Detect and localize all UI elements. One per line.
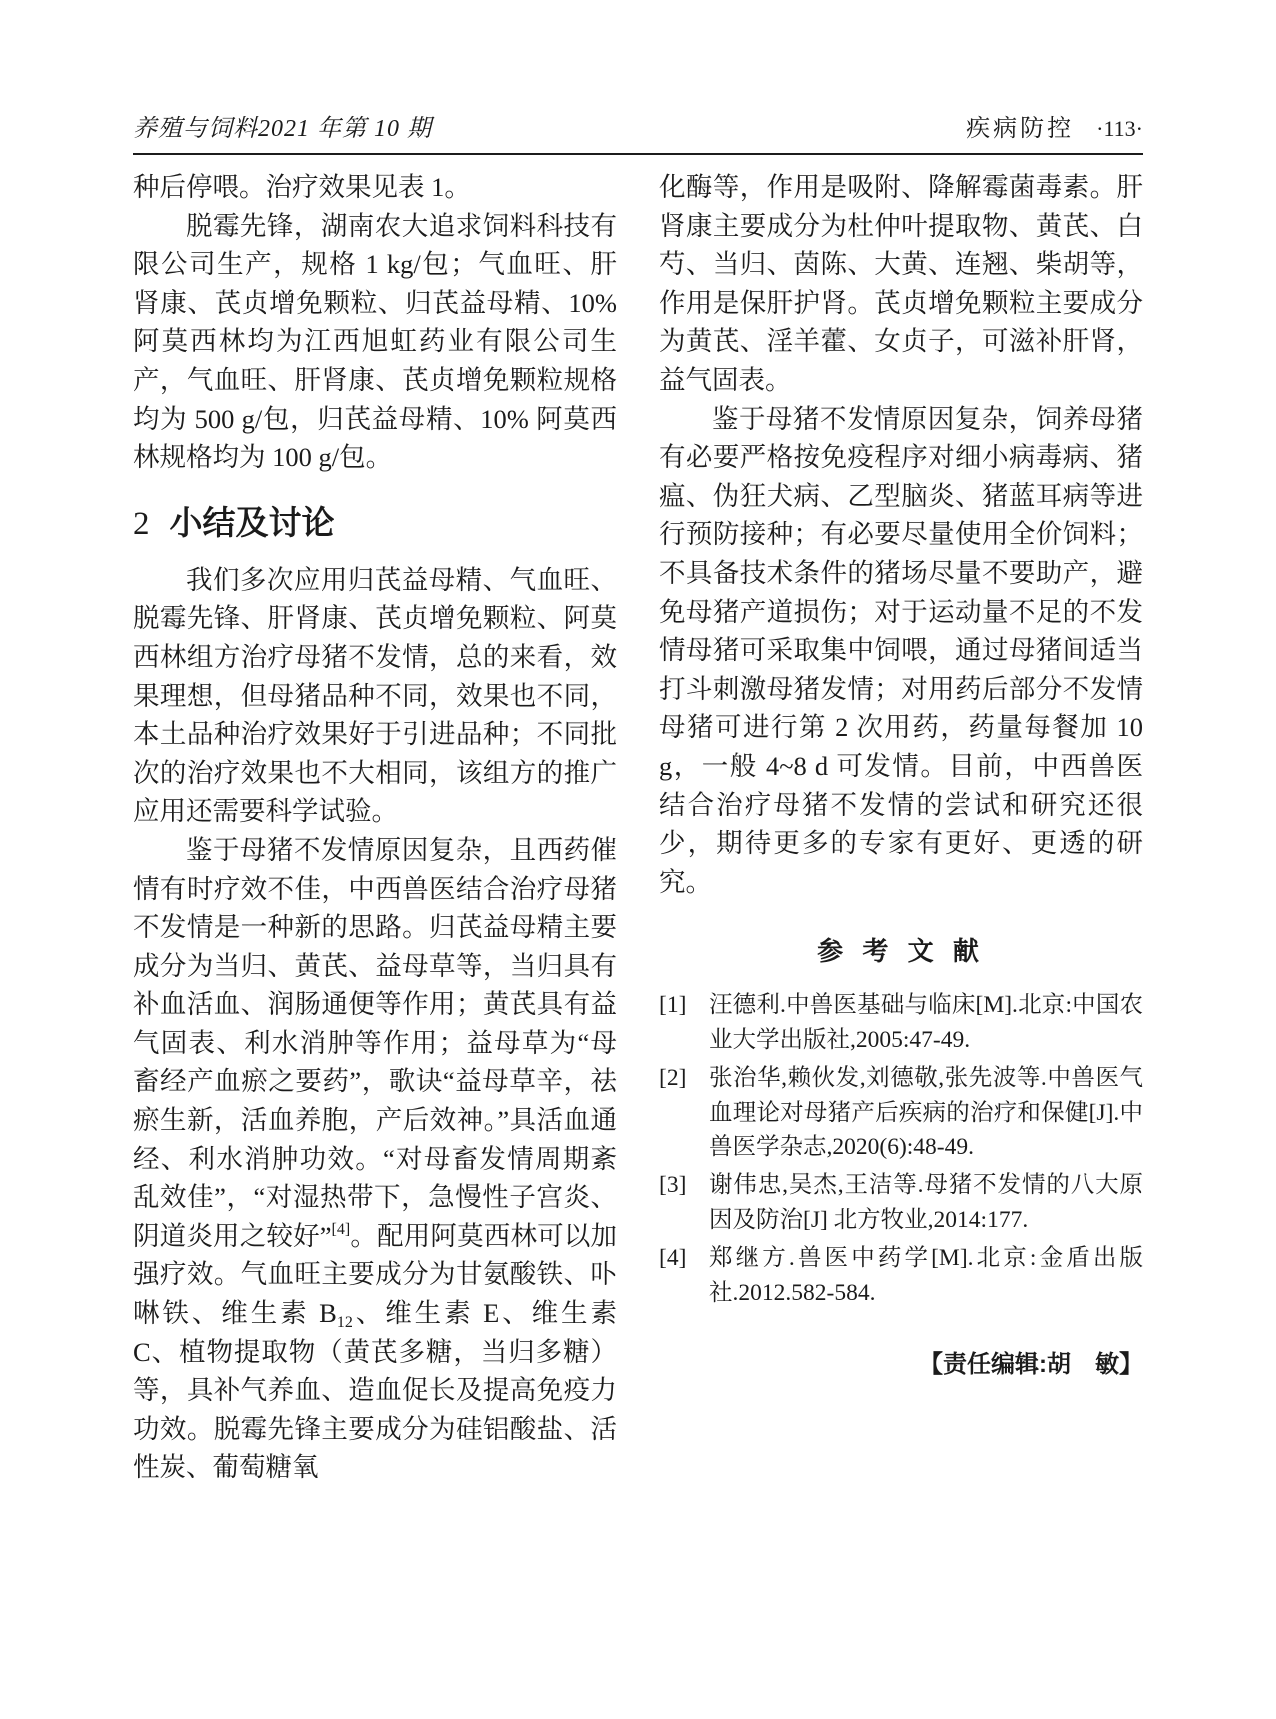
right-column bbox=[659, 168, 1143, 1487]
section-heading-number: 2 bbox=[133, 505, 150, 542]
two-column-body bbox=[133, 168, 1143, 1487]
reference-item bbox=[659, 1061, 1143, 1165]
mechanism-text-b: 。配用阿莫西林可以加强疗效。气血旺主要成分为甘氨酸铁、卟啉铁、维生素 B bbox=[133, 1220, 617, 1329]
reference-label: [3] bbox=[659, 1172, 687, 1199]
editor-note: 【责任编辑:胡 敏】 bbox=[919, 1351, 1143, 1379]
paragraph-treatment-result: 种后停喂。治疗效果见表 1。 bbox=[133, 172, 471, 202]
paragraph-husbandry-advice: 鉴于母猪不发情原因复杂，饲养母猪有必要严格按免疫程序对细小病毒病、猪瘟、伪狂犬病、乙型脑炎、猪蓝耳病等进行预防接种；有必要尽量使用全价饲料；不具备技术条件的猪场尽量不要助产，避免母猪产道损伤；对于运动量不足的不发情母猪可采取集中饲喂，通过母猪间适当打斗刺激母猪发情；对用药后部分不发情母猪可进行第 2 次用药，药量每餐加 10 g，一般 4~8 d 可发情。目前，中西兽医结合治疗母猪不发情的尝试和研究还很少，期待更多的专家有更好、更透的研究。 bbox=[659, 403, 1143, 897]
reference-label: [1] bbox=[659, 992, 687, 1019]
paragraph-mechanism-continued: 化酶等，作用是吸附、降解霉菌毒素。肝肾康主要成分为杜仲叶提取物、黄芪、白芍、当归、茵陈、大黄、连翘、柴胡等，作用是保肝护肾。芪贞增免颗粒主要成分为黄芪、淫羊藿、女贞子，可滋补肝肾，益气固表。 bbox=[659, 172, 1143, 395]
reference-text: 郑继方.兽医中药学[M].北京:金盾出版社.2012.582-584. bbox=[709, 1244, 1143, 1306]
reference-label: [2] bbox=[659, 1064, 687, 1091]
mechanism-text-c: 、维生素 E、维生素 C、植物提取物（黄芪多糖，当归多糖）等，具补气养血、造血促长及提高免疫力功效。脱霉先锋主要成分为硅铝酸盐、活性炭、葡萄糖氧 bbox=[133, 1298, 617, 1483]
journal-issue-label: 养殖与饲料2021 年第 10 期 bbox=[133, 116, 432, 142]
section-heading-text: 小结及讨论 bbox=[169, 503, 335, 541]
page-header bbox=[133, 108, 1143, 143]
reference-item bbox=[659, 988, 1143, 1058]
references-heading: 参 考 文 献 bbox=[817, 936, 985, 967]
reference-text: 张治华,赖伙发,刘德敬,张先波等.中兽医气血理论对母猪产后疾病的治疗和保健[J].中兽医学杂志,2020(6):48-49. bbox=[709, 1064, 1143, 1161]
reference-text: 汪德利.中兽医基础与临床[M].北京:中国农业大学出版社,2005:47-49. bbox=[709, 992, 1143, 1054]
reference-item bbox=[659, 1168, 1143, 1238]
header-divider-rule bbox=[133, 153, 1143, 155]
paragraph-mechanism bbox=[133, 831, 617, 1487]
paragraph-product-specs: 脱霉先锋，湖南农大追求饲料科技有限公司生产，规格 1 kg/包；气血旺、肝肾康、芪贞增免颗粒、归芪益母精、10% 阿莫西林均为江西旭虹药业有限公司生产，气血旺、肝肾康、芪贞增免颗粒规格均为 500 g/包，归芪益母精、10% 阿莫西林规格均为 100 g/包。 bbox=[133, 210, 617, 473]
section-column-label: 疾病防控 bbox=[966, 116, 1075, 142]
reference-text: 谢伟忠,吴杰,王洁等.母猪不发情的八大原因及防治[J] 北方牧业,2014:177. bbox=[709, 1172, 1143, 1234]
reference-item bbox=[659, 1241, 1143, 1311]
page-number: ·113· bbox=[1096, 116, 1143, 141]
header-right-group bbox=[966, 108, 1143, 143]
citation-superscript: [4] bbox=[331, 1220, 351, 1238]
reference-label: [4] bbox=[659, 1244, 687, 1271]
left-column bbox=[133, 168, 617, 1487]
paragraph-overview: 我们多次应用归芪益母精、气血旺、脱霉先锋、肝肾康、芪贞增免颗粒、阿莫西林组方治疗母猪不发情，总的来看，效果理想，但母猪品种不同，效果也不同，本土品种治疗效果好于引进品种；不同批次的治疗效果也不大相同，该组方的推广应用还需要科学试验。 bbox=[133, 564, 617, 827]
mechanism-text-a: 鉴于母猪不发情原因复杂，且西药催情有时疗效不佳，中西兽医结合治疗母猪不发情是一种新的思路。归芪益母精主要成分为当归、黄芪、益母草等，当归具有补血活血、润肠通便等作用；黄芪具有益气固表、利水消肿等作用；益母草为“母畜经产血瘀之要药”，歌诀“益母草辛，祛瘀生新，活血养胞，产后效神。”具活血通经、利水消肿功效。“对母畜发情周期紊乱效佳”，“对湿热带下，急慢性子宫炎、阴道炎用之较好” bbox=[133, 834, 617, 1251]
vitamin-b12-subscript: 12 bbox=[336, 1314, 353, 1332]
section-heading-discussion bbox=[133, 503, 617, 544]
